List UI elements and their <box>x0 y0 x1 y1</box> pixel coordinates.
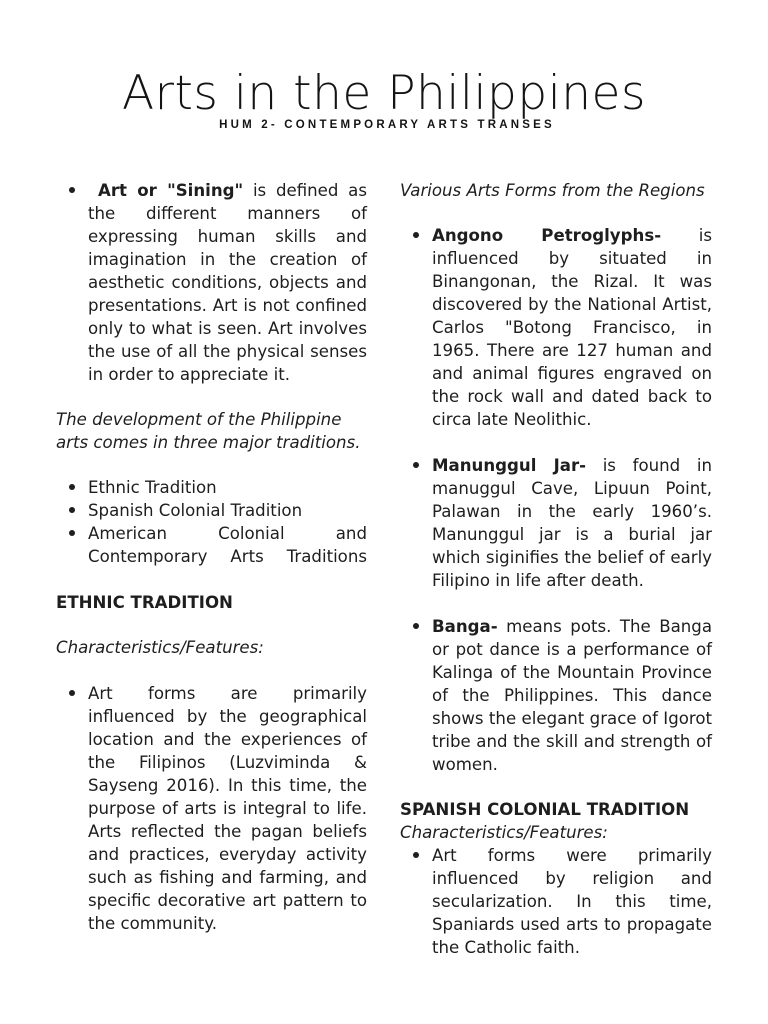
tradition-item <box>56 522 367 568</box>
page-subtitle: HUM 2- CONTEMPORARY ARTS TRANSES <box>219 119 555 131</box>
art-definition-text: is defined as the different manners of expressing human skills and imagination in the creation of aesthetic conditions, objects and presentations. Art is not confined only to what is seen. Art involves the use of all the physical senses in order to appreciate it. <box>88 181 367 384</box>
art-form-text: is found in manuggul Cave, Lipuun Point, Palawan in the early 1960’s. Manunggul jar is a burial jar which siginifies the belief of early Filipino in life after death. <box>432 456 712 590</box>
page-title: Arts in the Philippines <box>122 66 646 121</box>
traditions-list <box>56 476 367 568</box>
ethnic-features-list <box>56 682 367 935</box>
development-intro: The development of the Philippine arts comes in three major traditions. <box>56 410 361 452</box>
art-definition-item <box>56 179 367 386</box>
ethnic-features-label: Characteristics/Features: <box>56 638 264 657</box>
art-definition-term: Art or "Sining" <box>98 181 244 200</box>
art-form-term: Manunggul Jar- <box>432 456 587 475</box>
art-form-item <box>400 615 712 776</box>
ethnic-feature-item: Art forms are primarily influenced by the geographical location and the experiences of the Filipinos (Luzviminda & Sayseng 2016). In this time, the purpose of arts is integral to life. Arts reflected the pagan beliefs and practices, everyday activity such as fishing and farming, and specific decorative art pattern to the community. <box>56 682 367 935</box>
regions-intro: Various Arts Forms from the Regions <box>400 181 705 200</box>
art-form-text: means pots. The Banga or pot dance is a performance of Kalinga of the Mountain Province of the Philippines. This dance shows the elegant grace of Igorot tribe and the skill and strength of women. <box>432 617 712 774</box>
tradition-item-text: American Colonial and Contemporary Arts Traditions <box>88 524 367 566</box>
spanish-feature-item: Art forms were primarily influenced by religion and secularization. In this time, Spaniards used arts to propagate the Catholic faith. <box>400 844 712 959</box>
left-column <box>56 179 367 935</box>
spanish-features-label: Characteristics/Features: <box>400 823 608 842</box>
spanish-features-list <box>400 844 712 959</box>
tradition-item: Spanish Colonial Tradition <box>56 499 367 522</box>
art-form-text: is influenced by situated in Binangonan, the Rizal. It was discovered by the National Artist, Carlos "Botong Francisco, in 1965. There are 127 human and and animal figures engraved on the rock wall and dated back to circa late Neolithic. <box>432 226 712 429</box>
art-form-term: Angono Petroglyphs- <box>432 226 662 245</box>
art-form-term: Banga- <box>432 617 498 636</box>
art-definition-list <box>56 179 367 386</box>
art-form-item <box>400 224 712 431</box>
art-form-item <box>400 454 712 592</box>
ethnic-tradition-heading: ETHNIC TRADITION <box>56 593 233 612</box>
spanish-tradition-heading: SPANISH COLONIAL TRADITION <box>400 800 690 819</box>
tradition-item: Ethnic Tradition <box>56 476 367 499</box>
art-forms-list <box>400 224 712 776</box>
right-column <box>400 179 712 959</box>
